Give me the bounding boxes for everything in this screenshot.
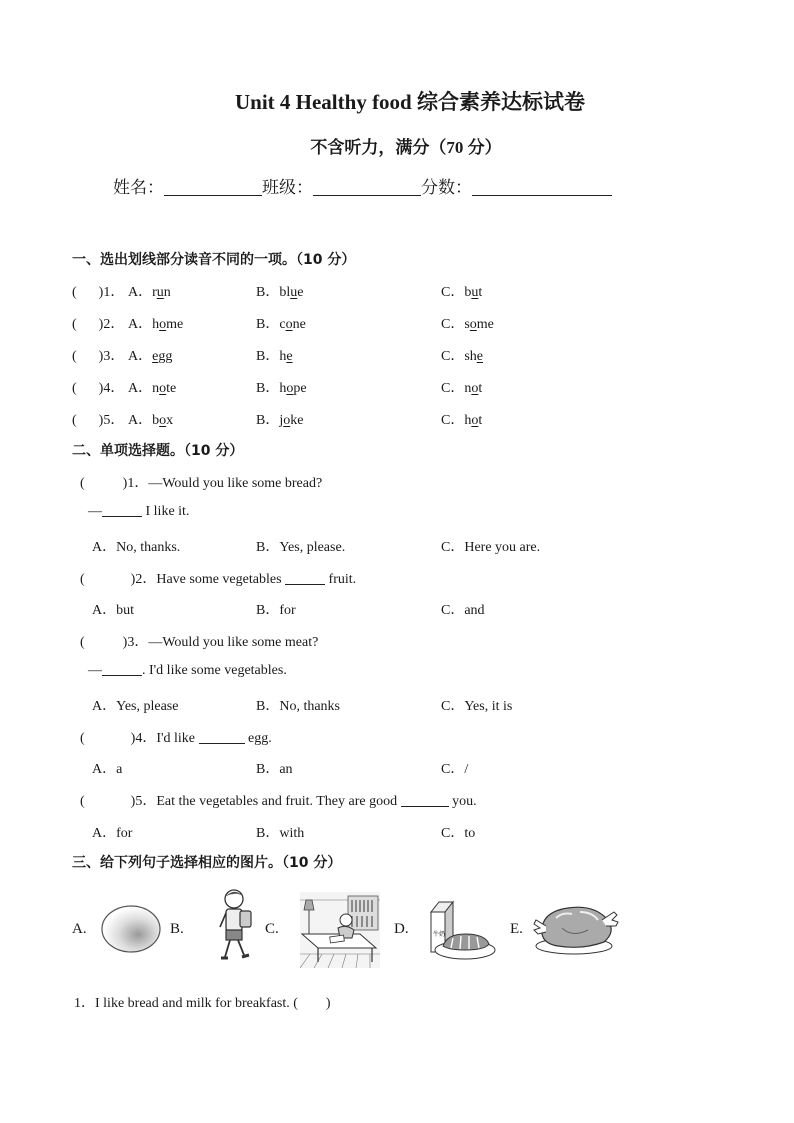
p1-option-c[interactable]: C．not [441, 381, 483, 396]
p1-option-a[interactable]: A．note [128, 381, 177, 396]
question-number: )1． [98, 285, 125, 300]
studying-image [300, 892, 380, 968]
underlined-letter: e [476, 349, 484, 364]
p2-q1-option-c[interactable]: C．Here you are. [441, 540, 541, 555]
roast-chicken-image [532, 898, 620, 958]
score-blank[interactable] [472, 177, 612, 196]
underlined-letter: o [283, 413, 291, 428]
p1-option-b[interactable]: B．blue [256, 285, 304, 300]
underlined-letter: o [471, 381, 479, 396]
underlined-letter: o [286, 381, 294, 396]
p2-q5-option-c[interactable]: C．to [441, 826, 476, 841]
bread-and-milk-image [425, 898, 497, 964]
p2-q3-stem-row: ( )3．—Would you like some meat? [80, 635, 319, 650]
part3-heading: 三、给下列句子选择相应的图片。（10 分） [72, 855, 342, 871]
p2-q3-option-a[interactable]: A．Yes, please [92, 699, 179, 714]
answer-paren-open: ( [72, 413, 77, 428]
p1-option-b[interactable]: B．he [256, 349, 293, 364]
p1-option-b[interactable]: B．cone [256, 317, 306, 332]
p2-q1-stem-row: ( )1．—Would you like some bread? [80, 476, 323, 491]
question-number: )3． [98, 349, 125, 364]
egg-image [100, 903, 162, 955]
p2-q2-blank[interactable] [285, 572, 325, 585]
underlined-letter: e [152, 349, 159, 364]
p2-q3-option-c[interactable]: C．Yes, it is [441, 699, 513, 714]
p2-q4-option-c[interactable]: C．/ [441, 762, 469, 777]
p1-question-row [72, 313, 572, 331]
underlined-letter: u [290, 285, 298, 300]
question-number: )5． [98, 413, 125, 428]
pic-label-b: B. [170, 921, 184, 937]
p2-q4-option-a[interactable]: A．a [92, 762, 123, 777]
p2-q5-option-b[interactable]: B．with [256, 826, 305, 841]
underlined-letter: u [471, 285, 479, 300]
pic-label-d: D. [394, 921, 409, 937]
p1-option-c[interactable]: C．hot [441, 413, 483, 428]
p3-q1: 1．I like bread and milk for breakfast. ( ) [74, 996, 331, 1011]
underlined-letter: u [156, 285, 164, 300]
boy-walking-image [212, 887, 258, 967]
underlined-letter: e [286, 349, 293, 364]
underlined-letter: o [159, 317, 167, 332]
student-info-line [113, 173, 612, 198]
p2-q4-stem-row: ( )4．I'd like egg. [80, 731, 272, 746]
page-subtitle: 不含听力，满分（70 分） [310, 138, 502, 157]
pic-label-a: A. [72, 921, 87, 937]
question-number: )4． [98, 381, 125, 396]
p1-option-c[interactable]: C．she [441, 349, 484, 364]
p2-q3-blank[interactable] [102, 663, 142, 676]
question-number: )2． [98, 317, 125, 332]
part1-heading: 一、选出划线部分读音不同的一项。（10 分） [72, 252, 356, 268]
p1-option-b[interactable]: B．joke [256, 413, 304, 428]
p2-q1-blank[interactable] [102, 504, 142, 517]
part2-heading: 二、单项选择题。（10 分） [72, 443, 244, 459]
p1-option-a[interactable]: A．box [128, 413, 174, 428]
underlined-letter: o [471, 413, 479, 428]
p1-option-a[interactable]: A．run [128, 285, 171, 300]
p1-option-b[interactable]: B．hope [256, 381, 307, 396]
p2-q1-reply-row: — I like it. [88, 504, 190, 519]
p1-question-row [72, 377, 572, 395]
answer-paren-open: ( [72, 317, 77, 332]
name-blank[interactable] [164, 177, 262, 196]
p1-question-row [72, 345, 572, 363]
p1-option-a[interactable]: A．home [128, 317, 184, 332]
p1-option-c[interactable]: C．some [441, 317, 494, 332]
score-label: 分数： [421, 178, 472, 198]
p2-q3-option-b[interactable]: B．No, thanks [256, 699, 340, 714]
answer-paren-open: ( [72, 349, 77, 364]
p2-q1-stem: —Would you like some bread? [148, 476, 323, 491]
underlined-letter: o [469, 317, 477, 332]
p2-q3-reply-row: — . I'd like some vegetables. [88, 663, 287, 678]
p2-q4-option-b[interactable]: B．an [256, 762, 293, 777]
p2-q2-option-a[interactable]: A．but [92, 603, 134, 618]
p1-option-c[interactable]: C．but [441, 285, 483, 300]
underlined-letter: o [285, 317, 293, 332]
pic-label-c: C. [265, 921, 279, 937]
p2-q5-blank[interactable] [401, 794, 449, 807]
p2-q5-stem-row: ( )5．Eat the vegetables and fruit. They are good you. [80, 794, 477, 809]
class-blank[interactable] [313, 177, 421, 196]
p2-q2-stem-row: ( )2．Have some vegetables fruit. [80, 572, 357, 587]
class-label: 班级： [262, 178, 313, 198]
answer-paren-open: ( [72, 381, 77, 396]
pic-label-e: E. [510, 921, 523, 937]
p2-q5-option-a[interactable]: A．for [92, 826, 133, 841]
p2-q1-option-a[interactable]: A．No, thanks. [92, 540, 181, 555]
p2-q2-option-c[interactable]: C．and [441, 603, 485, 618]
underlined-letter: o [159, 381, 167, 396]
p1-option-a[interactable]: A．egg [128, 349, 173, 364]
milk-carton-text: 牛奶 [433, 931, 446, 938]
answer-paren-open: ( [72, 285, 77, 300]
p1-question-row [72, 281, 572, 299]
p2-q2-option-b[interactable]: B．for [256, 603, 296, 618]
page-title: Unit 4 Healthy food 综合素养达标试卷 [234, 90, 585, 114]
p2-q4-blank[interactable] [199, 731, 245, 744]
p2-q1-option-b[interactable]: B．Yes, please. [256, 540, 346, 555]
underlined-letter: o [159, 413, 167, 428]
name-label: 姓名： [113, 178, 164, 198]
p1-question-row [72, 409, 572, 427]
